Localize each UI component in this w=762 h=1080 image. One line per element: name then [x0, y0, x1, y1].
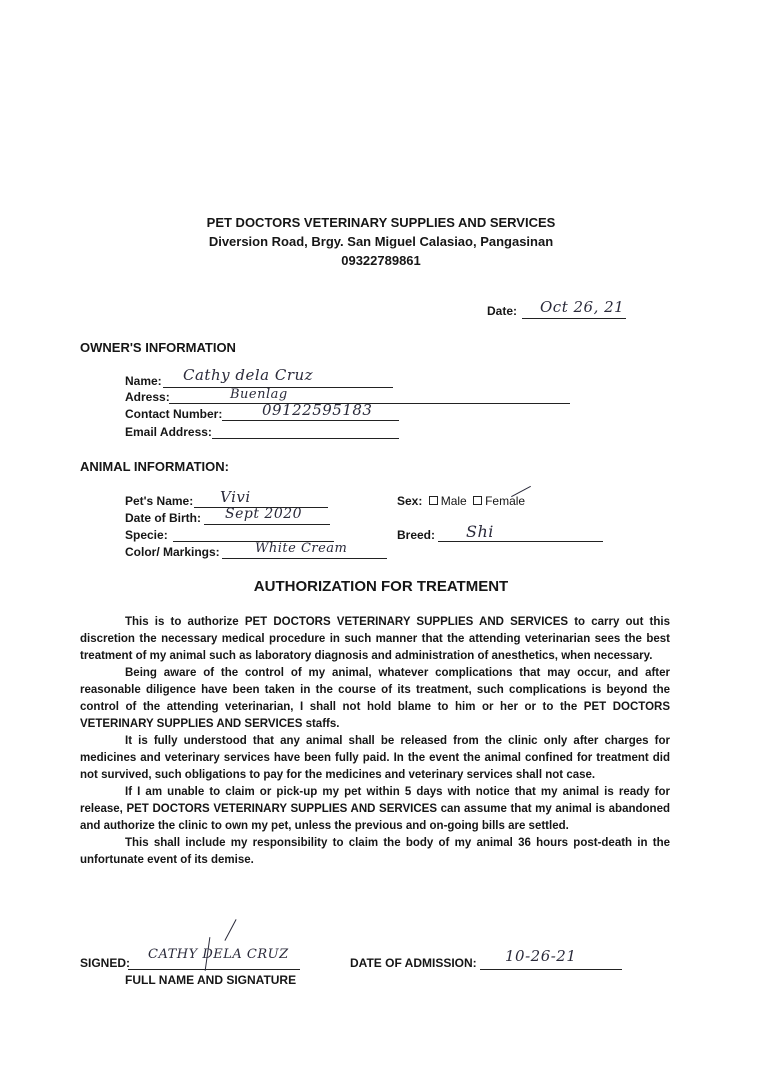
sex-female-label: Female: [485, 494, 526, 508]
paragraph-2: Being aware of the control of my animal, whatever complications that may occur, and after reasonable diligence have been taken in the course of its treatment, such complications is beyond the control of the attending veterinarian, I shall not hold blame to him or her or to the PET DOCTORS VETERINARY SUPPLIES AND SERVICES staffs.: [80, 667, 670, 730]
owner-name-value: Cathy dela Cruz: [183, 366, 314, 384]
pet-name-label: Pet's Name:: [125, 494, 194, 508]
sex-label: Sex:: [397, 494, 423, 508]
date-value: Oct 26, 21: [540, 298, 625, 316]
paragraph-5: This shall include my responsibility to claim the body of my animal 36 hours post-death in the unfortunate event of its demise.: [80, 837, 670, 866]
owner-address-label: Adress:: [125, 390, 170, 404]
authorization-body: [80, 614, 670, 869]
admission-value: 10-26-21: [505, 947, 577, 965]
date-line: [522, 318, 626, 319]
signed-label: SIGNED:: [80, 956, 131, 970]
sex-male-label: Male: [440, 494, 467, 508]
breed-label: Breed:: [397, 528, 436, 542]
sex-female-checkbox[interactable]: [473, 496, 482, 505]
owner-contact-line: [222, 420, 399, 421]
breed-value: Shi: [466, 522, 494, 541]
color-value: White Cream: [255, 541, 348, 556]
owner-email-label: Email Address:: [125, 425, 212, 439]
color-line: [222, 558, 387, 559]
clinic-phone: 09322789861: [341, 253, 421, 268]
color-label: Color/ Markings:: [125, 545, 220, 559]
owner-address-value: Buenlag: [230, 387, 288, 402]
dob-label: Date of Birth:: [125, 511, 201, 525]
signature-line: [128, 969, 300, 970]
authorization-title: AUTHORIZATION FOR TREATMENT: [253, 578, 509, 595]
owner-name-label: Name:: [125, 374, 162, 388]
admission-line: [480, 969, 622, 970]
pet-name-value: Vivi: [220, 488, 251, 506]
sex-male-checkbox[interactable]: [429, 496, 438, 505]
animal-heading: ANIMAL INFORMATION:: [80, 459, 229, 474]
dob-line: [204, 524, 330, 525]
breed-line: [438, 541, 603, 542]
clinic-address: Diversion Road, Brgy. San Miguel Calasiao, Pangasinan: [208, 234, 554, 249]
admission-label: DATE OF ADMISSION:: [350, 956, 477, 970]
specie-label: Specie:: [125, 528, 168, 542]
date-label: Date:: [487, 304, 518, 318]
paragraph-4: If I am unable to claim or pick-up my pet within 5 days with notice that my animal is ready for release, PET DOCTORS VETERINARY SUPPLIES AND SERVICES can assume that my animal is abandoned and authorize the clinic to own my pet, unless the previous and on-going bills are settled.: [80, 786, 670, 832]
sex-field: [397, 494, 525, 508]
signature-flourish-top: [224, 919, 236, 941]
clinic-name: PET DOCTORS VETERINARY SUPPLIES AND SERVICES: [206, 215, 556, 230]
owner-heading: OWNER'S INFORMATION: [80, 340, 236, 355]
signature-value: CATHY DELA CRUZ: [148, 947, 289, 962]
owner-contact-value: 09122595183: [262, 401, 373, 419]
paragraph-1: This is to authorize PET DOCTORS VETERINARY SUPPLIES AND SERVICES to carry out this discretion the necessary medical procedure in such manner that the attending veterinarian sees the best treatment of my animal such as laboratory diagnosis and administration of anesthetics, when necessary.: [80, 616, 670, 662]
owner-email-line: [212, 438, 399, 439]
paragraph-3: It is fully understood that any animal shall be released from the clinic only after charges for medicines and veterinary services have been fully paid. In the event the animal confined for treatment did not survived, such obligations to pay for the medicines and veterinary services shall not case.: [80, 735, 670, 781]
dob-value: Sept 2020: [225, 506, 303, 522]
full-name-signature-label: FULL NAME AND SIGNATURE: [125, 973, 297, 987]
owner-contact-label: Contact Number:: [125, 407, 223, 421]
